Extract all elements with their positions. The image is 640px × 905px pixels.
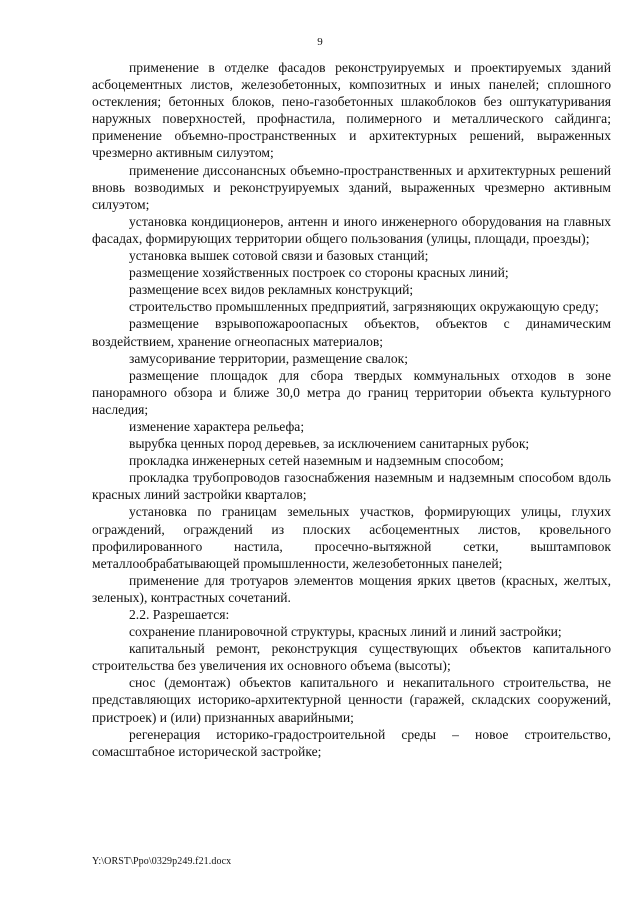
paragraph: прокладка инженерных сетей наземным и надземным способом;	[129, 453, 504, 469]
paragraph: вырубка ценных пород деревьев, за исключением санитарных рубок;	[129, 436, 530, 452]
paragraph: применение в отделке фасадов реконструируемых и проектируемых зданий асбоцементных листов, железобетонных, композитных и иных панелей; сплошного остекления; бетонных блоков, пено-газобетонных шлакоблоков без оштукатуривания наружных поверхностей, профнастила, полимерного и металлического сайдинга; применение объемно-пространственных и архитектурных решений, выраженных чрезмерно активным силуэтом;	[92, 60, 611, 161]
paragraph: изменение характера рельефа;	[129, 418, 305, 434]
page-number: 9	[317, 36, 323, 48]
section-heading: 2.2. Разрешается:	[129, 607, 230, 622]
paragraph: размещение хозяйственных построек со стороны красных линий;	[129, 265, 509, 281]
paragraph: снос (демонтаж) объектов капитального и некапитального строительства, не представляющих историко-архитектурной ценности (гаражей, складских сооружений, пристроек) и (или) признанных аварийными;	[92, 675, 611, 725]
paragraph: установка по границам земельных участков, формирующих улицы, глухих ограждений, ограждений из плоских асбоцементных листов, кровельного профилированного настила, просечно-вытяжной сетки, выштамповок металлообрабатывающей промышленности, железобетонных панелей;	[92, 504, 611, 571]
paragraph: регенерация историко-градостроительной среды – новое строительство, сомасштабное исторической застройке;	[92, 726, 611, 759]
paragraph: применение для тротуаров элементов мощения ярких цветов (красных, желтых, зеленых), контрастных сочетаний.	[92, 572, 611, 605]
paragraph: размещение площадок для сбора твердых коммунальных отходов в зоне панорамного обзора и ближе 30,0 метра до границ территории объекта культурного наследия;	[92, 367, 611, 417]
paragraph: строительство промышленных предприятий, загрязняющих окружающую среду;	[129, 299, 599, 315]
paragraph: капитальный ремонт, реконструкция существующих объектов капитального строительства без увеличения их основного объема (высоты);	[92, 641, 611, 674]
paragraph: сохранение планировочной структуры, красных линий и линий застройки;	[129, 624, 562, 640]
paragraph: размещение всех видов рекламных конструкций;	[129, 282, 414, 298]
document-body	[92, 59, 611, 760]
paragraph: размещение взрывопожароопасных объектов, объектов с динамическим воздействием, хранение огнеопасных материалов;	[92, 316, 611, 349]
paragraph: установка кондиционеров, антенн и иного инженерного оборудования на главных фасадах, формирующих территории общего пользования (улицы, площади, проезды);	[92, 213, 611, 246]
paragraph: замусоривание территории, размещение свалок;	[129, 350, 409, 366]
paragraph: прокладка трубопроводов газоснабжения наземным и надземным способом вдоль красных линий застройки кварталов;	[92, 470, 611, 503]
paragraph: установка вышек сотовой связи и базовых станций;	[129, 248, 429, 264]
paragraph: применение диссонансных объемно-пространственных и архитектурных решений вновь возводимых и реконструируемых зданий, выраженных чрезмерно активным силуэтом;	[92, 162, 611, 212]
footer-file-path: Y:\ORST\Ppo\0329p249.f21.docx	[92, 856, 232, 867]
